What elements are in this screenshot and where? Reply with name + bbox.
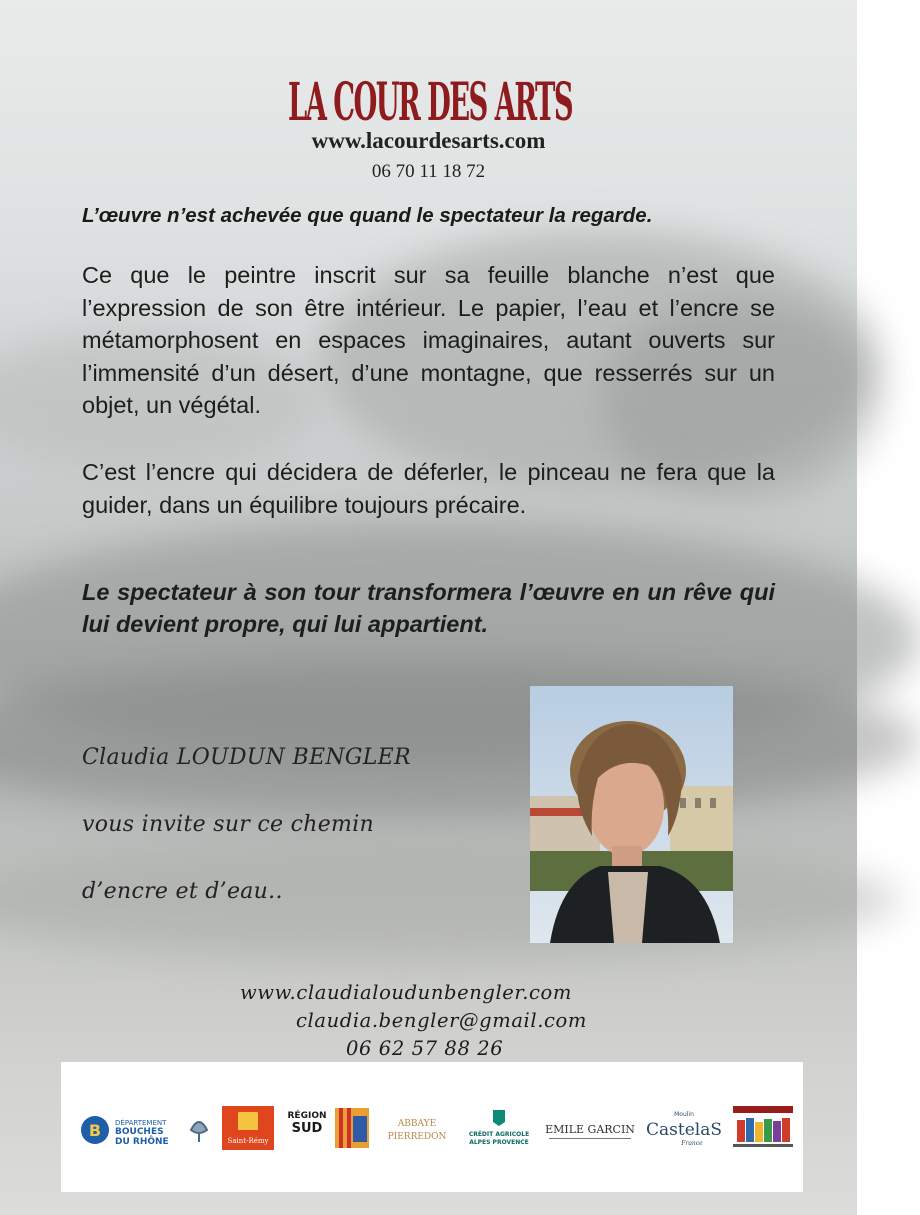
sponsor-logos-strip [61,1062,803,1192]
svg-text:ABBAYE: ABBAYE [397,1119,437,1129]
logo-text: LA COUR DES ARTS [288,72,573,133]
svg-text:France: France [681,1140,703,1147]
artist-website[interactable]: www.claudialoudunbengler.com [240,981,572,1004]
svg-text:DÉPARTEMENT: DÉPARTEMENT [115,1119,167,1127]
svg-text:EMILE GARCIN: EMILE GARCIN [545,1123,635,1136]
invitation-line-2: vous invite sur ce chemin [82,812,375,837]
svg-text:DU RHÔNE: DU RHÔNE [115,1137,169,1147]
svg-text:RÉGION: RÉGION [287,1111,327,1121]
svg-text:SUD: SUD [291,1121,323,1136]
gallery-website[interactable]: www.lacourdesarts.com [311,128,546,153]
artist-email[interactable]: claudia.bengler@gmail.com [296,1009,587,1032]
opening-quote: L’œuvre n’est achevée que quand le spectateur la regarde. [82,204,653,227]
gallery-phone: 06 70 11 18 72 [371,161,486,182]
credit-agricole-logo [463,1106,535,1150]
emile-garcin-logo [545,1106,635,1150]
bouches-du-rhone-logo [77,1106,213,1150]
saint-remy-logo [222,1106,274,1150]
region-sud-logo [283,1106,373,1150]
svg-text:CastelaS: CastelaS [646,1120,722,1140]
artist-portrait-photo [530,686,733,943]
svg-text:Saint-Rémy: Saint-Rémy [227,1137,269,1145]
artist-phone: 06 62 57 88 26 [346,1037,504,1060]
svg-text:Moulin: Moulin [674,1111,694,1118]
svg-text:CRÉDIT AGRICOLE: CRÉDIT AGRICOLE [468,1131,530,1138]
paragraph-2: C’est l’encre qui décidera de déferler, le pinceau ne fera que la guider, dans un équilibre toujours précaire. [82,459,775,518]
abbaye-pierredon-logo [384,1106,450,1150]
svg-text:B: B [88,1121,102,1140]
closing-quote: Le spectateur à son tour transformera l’œuvre en un rêve qui lui devient propre, qui lui appartient. [82,579,775,637]
books-shop-logo [733,1106,793,1150]
paragraph-1: Ce que le peintre inscrit sur sa feuille blanche n’est que l’expression de son être intérieur. Le papier, l’eau et l’encre se métamorphosent en espaces imaginaires, autant ouverts sur l’immensité d’un désert, d’une montagne, que resserrés sur un objet, un végétal. [82,262,775,418]
invitation-line-3: d’encre et d’eau.. [82,879,283,904]
svg-text:ALPES PROVENCE: ALPES PROVENCE [469,1139,529,1146]
moulin-castelas-logo [644,1106,724,1150]
svg-text:BOUCHES: BOUCHES [115,1127,164,1137]
svg-text:PIERREDON: PIERREDON [387,1132,447,1142]
invitation-line-1: Claudia LOUDUN BENGLER [82,745,411,770]
